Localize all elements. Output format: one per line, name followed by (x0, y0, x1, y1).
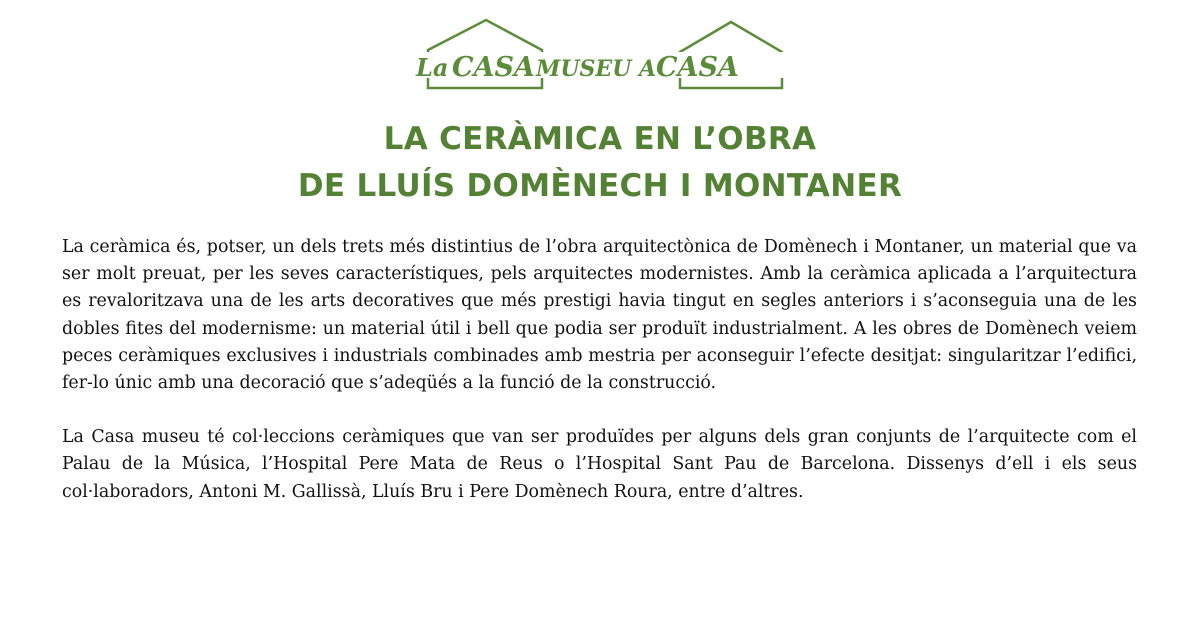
paragraph: La ceràmica és, potser, un dels trets més distintius de l’obra arquitectònica de Domènech i Montaner, un material que va ser molt preuat, per les seves característiques, pels arquitectes modernistes. Amb la ceràmica aplicada a l’arquitectura es revaloritzava una de les arts decoratives que més prestigi havia tingut en segles anteriors i s’aconseguia una de les dobles fites del modernisme: un material útil i bell que podia ser produït industrialment. A les obres de Domènech veiem peces ceràmiques exclusives i industrials combinades amb mestria per aconseguir l’efecte desitjat: singularitzar l’edifici, fer-lo únic amb una decoració que s’adeqüés a la funció de la construcció. (62, 237, 1137, 394)
title-line-2: DE LLUÍS DOMÈNECH I MONTANER (297, 168, 903, 204)
page-title (0, 116, 1200, 210)
logo (410, 18, 790, 92)
title-line-1: LA CERÀMICA EN L’OBRA (383, 121, 817, 157)
logo-text-casa-2: CASA (656, 52, 739, 83)
logo-text-la: La (416, 53, 449, 82)
body-text (62, 234, 1137, 506)
logo-text-museu-a: MUSEU A (536, 56, 657, 82)
logo-text-casa: CASA (452, 52, 535, 83)
paragraph: La Casa museu té col·leccions ceràmiques que van ser produïdes per alguns dels gran conjunts de l’arquitecte com el Palau de la Música, l’Hospital Pere Mata de Reus o l’Hospital Sant Pau de Barcelona. Dissenys d’ell i els seus col·laboradors, Antoni M. Gallissà, Lluís Bru i Pere Domènech Roura, entre d’altres. (62, 427, 1137, 502)
logo-graphic (410, 18, 790, 92)
